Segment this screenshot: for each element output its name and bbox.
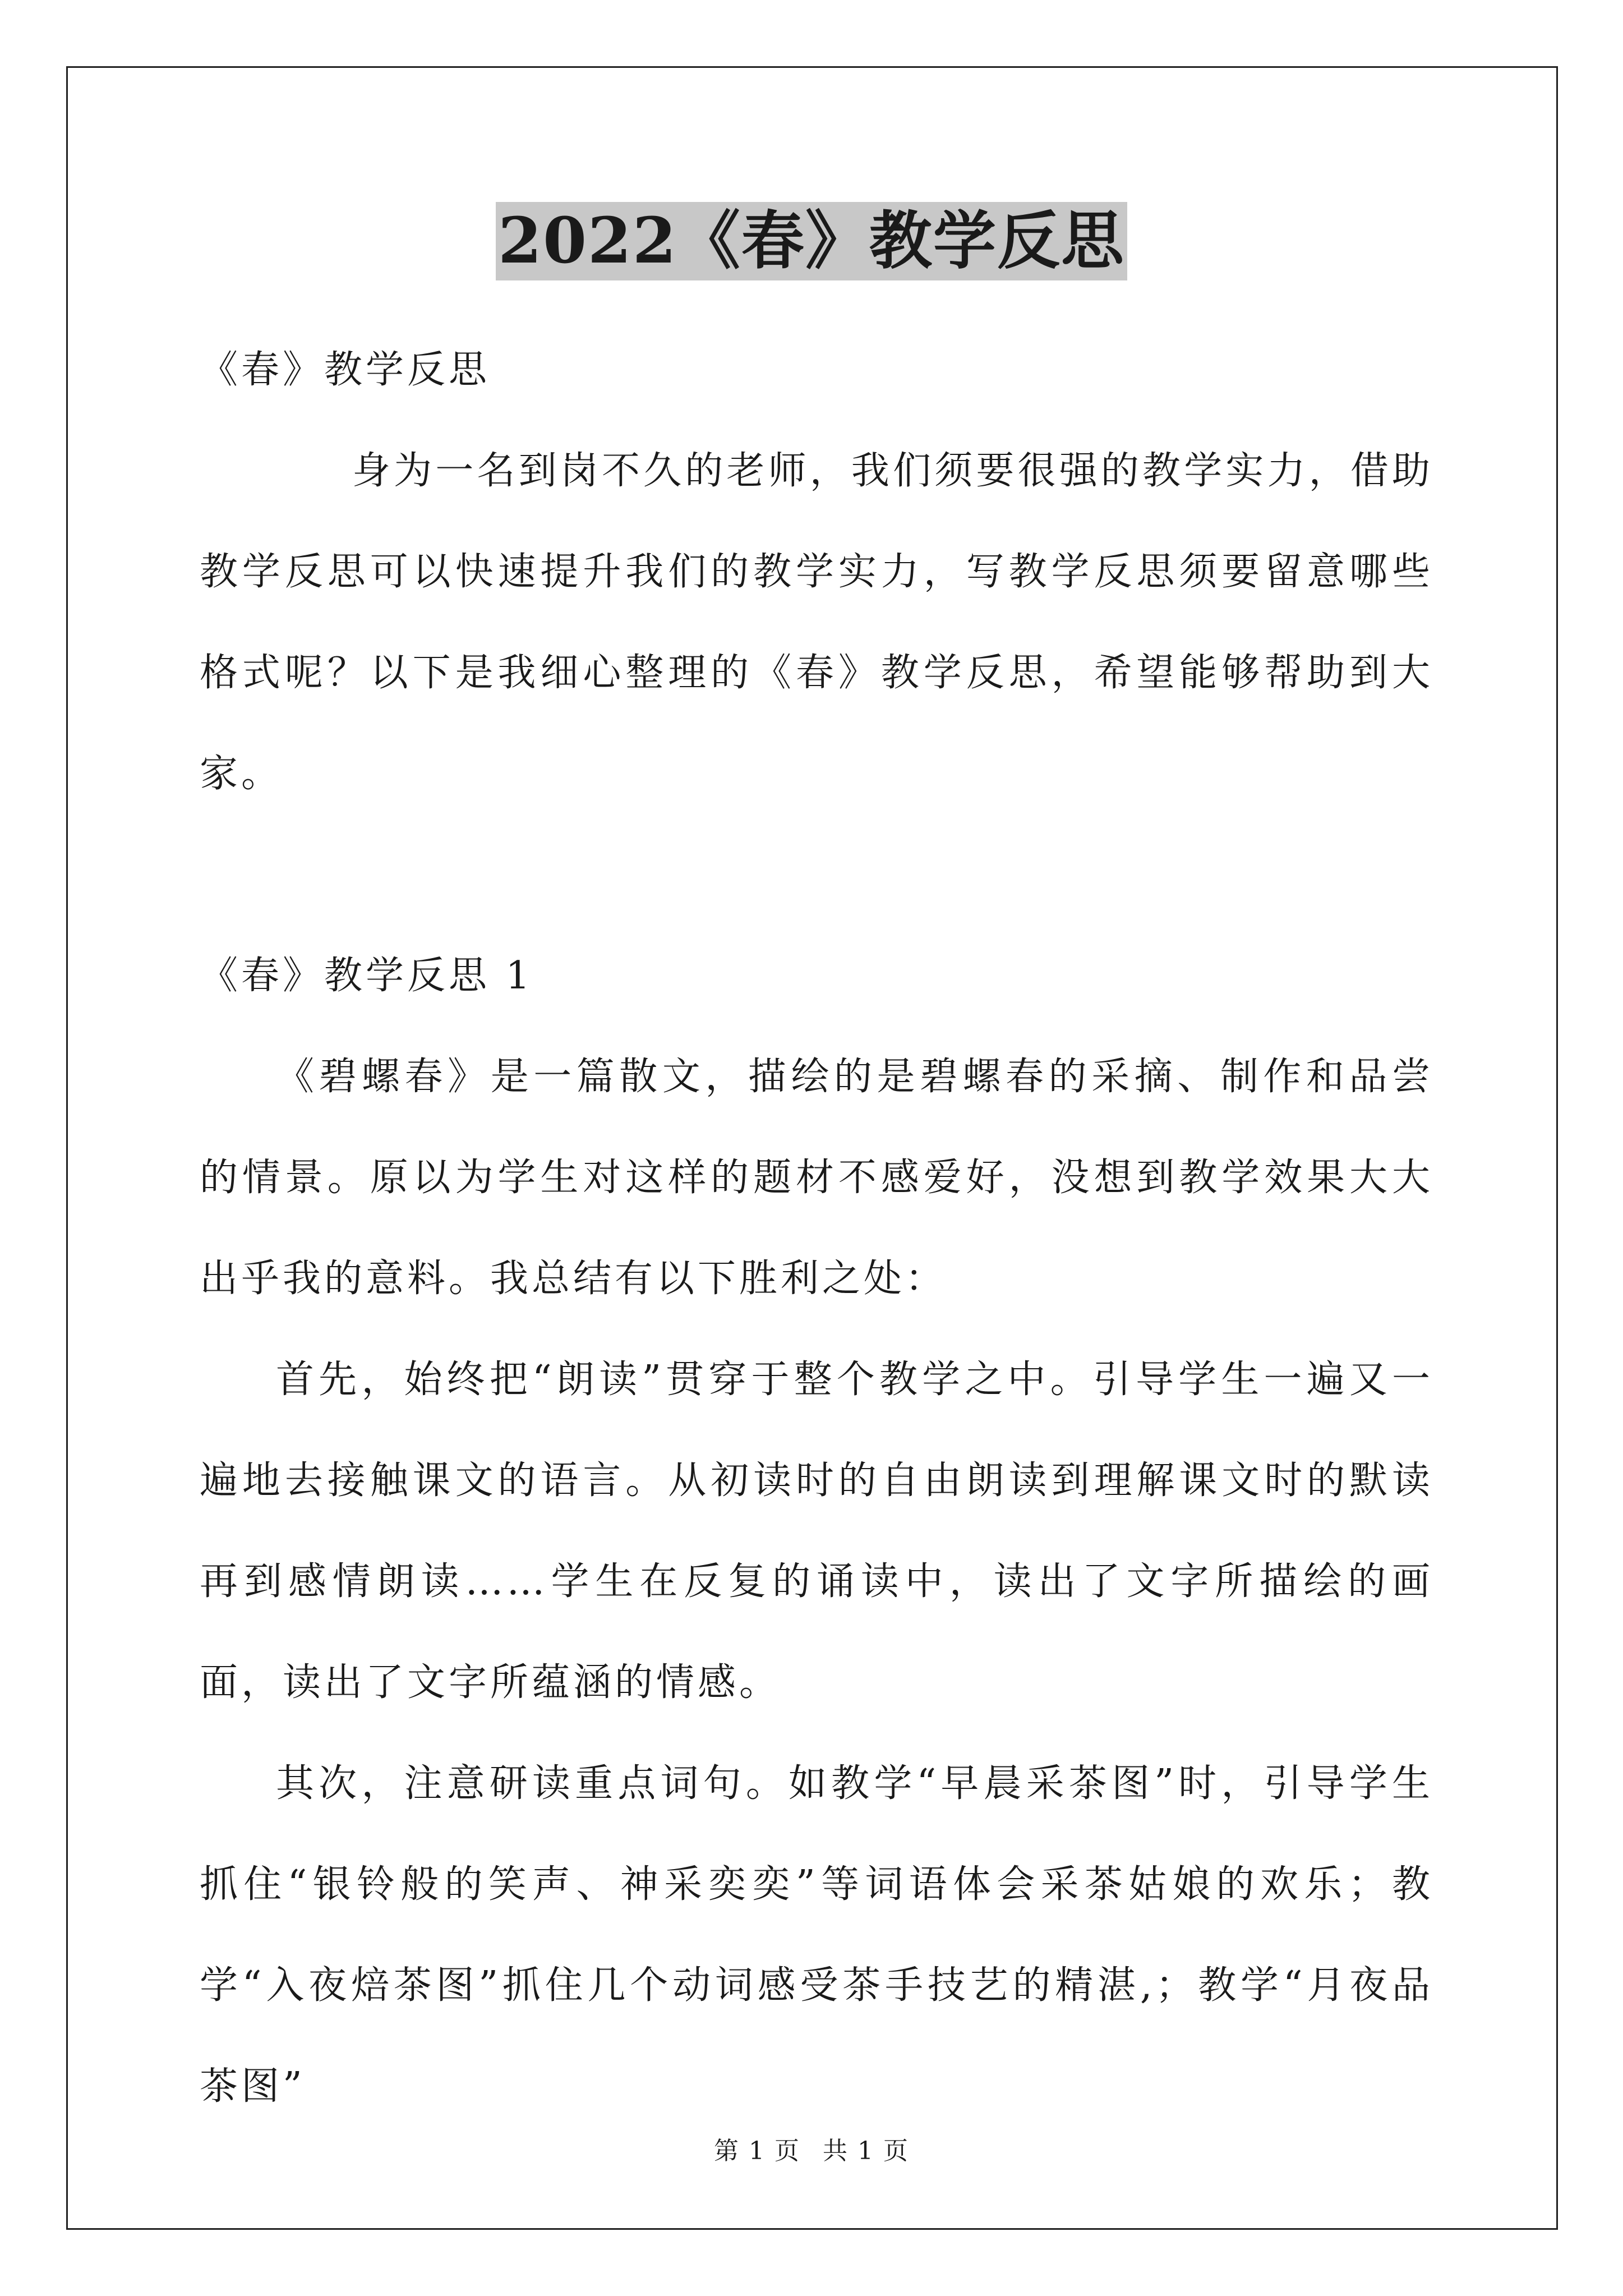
section1-paragraph-1: 《碧螺春》是一篇散文，描绘的是碧螺春的采摘、制作和品尝的情景。原以为学生对这样的题材不感爱好，没想到教学效果大大出乎我的意料。我总结有以下胜利之处： [200, 1055, 1433, 1301]
section1-heading: 《春》教学反思 1 [200, 954, 533, 998]
section-spacer [200, 825, 1433, 926]
page-total: 共 1 页 [823, 2137, 909, 2165]
document-title: 2022《春》教学反思 [496, 202, 1127, 280]
intro-heading: 《春》教学反思 [200, 348, 491, 392]
intro-paragraph: 身为一名到岗不久的老师，我们须要很强的教学实力，借助教学反思可以快速提升我们的教学实力，写教学反思须要留意哪些格式呢？以下是我细心整理的《春》教学反思，希望能够帮助到大家。 [200, 449, 1433, 796]
document-body [200, 320, 1433, 2137]
page-footer [0, 2131, 1623, 2166]
section1-paragraph-2: 首先，始终把“朗读”贯穿于整个教学之中。引导学生一遍又一遍地去接触课文的语言。从初读时的自由朗读到理解课文时的默读再到感情朗读……学生在反复的诵读中，读出了文字所描绘的画面，读出了文字所蕴涵的情感。 [200, 1358, 1433, 1705]
title-container [0, 202, 1623, 280]
section1-paragraph-3: 其次，注意研读重点词句。如教学“早晨采茶图”时，引导学生抓住“银铃般的笑声、神采奕奕”等词语体会采茶姑娘的欢乐；教学“入夜焙茶图”抓住几个动词感受茶手技艺的精湛,；教学“月夜品茶图” [200, 1761, 1433, 2109]
page-number: 第 1 页 [714, 2137, 800, 2165]
